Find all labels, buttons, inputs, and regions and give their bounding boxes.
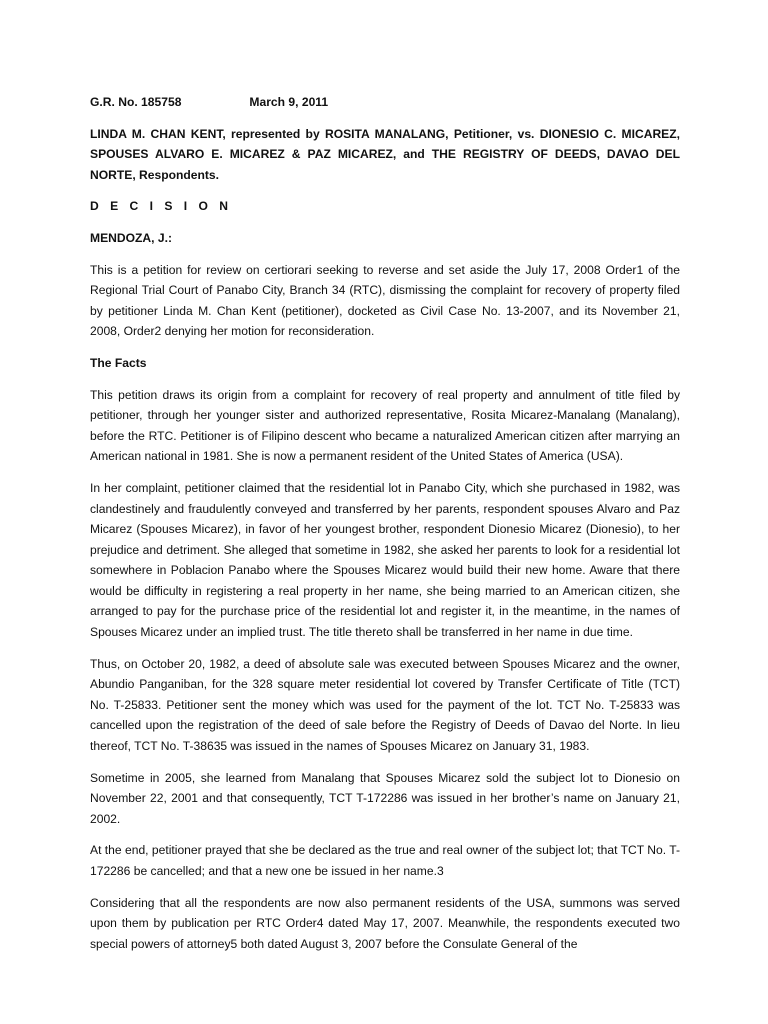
- document-body: [90, 92, 680, 965]
- paragraph-intro: This is a petition for review on certiorari seeking to reverse and set aside the July 17, 2008 Order1 of the Regional Trial Court of Panabo City, Branch 34 (RTC), dismissing the complaint for recovery of property filed by petitioner Linda M. Chan Kent (petitioner), docketed as Civil Case No. 13-2007, and its November 21, 2008, Order2 denying her motion for reconsideration.: [90, 262, 680, 339]
- paragraph-prayer: At the end, petitioner prayed that she be declared as the true and real owner of the subject lot; that TCT No. T-172286 be cancelled; and that a new one be issued in her name.3: [90, 843, 680, 878]
- paragraph-deed-of-sale: Thus, on October 20, 1982, a deed of absolute sale was executed between Spouses Micarez and the owner, Abundio Panganiban, for the 328 square meter residential lot covered by Transfer Certificate of Title (TCT) No. T-25833. Petitioner sent the money which was used for the payment of the lot. TCT No. T-25833 was cancelled upon the registration of the deed of sale before the Registry of Deeds of Davao del Norte. In lieu thereof, TCT No. T-38635 was issued in the names of Spouses Micarez on January 31, 1983.: [90, 656, 680, 754]
- ponente: MENDOZA, J.:: [90, 230, 172, 245]
- paragraph-origin: This petition draws its origin from a complaint for recovery of real property and annulment of title filed by petitioner, through her younger sister and authorized representative, Rosita Micarez-Manalang (Manalang), before the RTC. Petitioner is of Filipino descent who became a naturalized American citizen after marrying an American national in 1981. She is now a permanent resident of the United States of America (USA).: [90, 387, 680, 464]
- paragraph-sale-to-dionesio: Sometime in 2005, she learned from Manalang that Spouses Micarez sold the subject lot to Dionesio on November 22, 2001 and that consequently, TCT T-172286 was issued in her brother’s name on January 21, 2002.: [90, 770, 680, 826]
- paragraph-summons: Considering that all the respondents are now also permanent residents of the USA, summons was served upon them by publication per RTC Order4 dated May 17, 2007. Meanwhile, the respondents executed two special powers of attorney5 both dated August 3, 2007 before the Consulate General of the: [90, 895, 680, 951]
- decision-date: March 9, 2011: [249, 95, 329, 109]
- case-number: G.R. No. 185758: [90, 95, 182, 109]
- paragraph-complaint: In her complaint, petitioner claimed that the residential lot in Panabo City, which she purchased in 1982, was clandestinely and fraudulently conveyed and transferred by her parents, respondent spouses Alvaro and Paz Micarez (Spouses Micarez), in favor of her youngest brother, respondent Dionesio Micarez (Dionesio), to her prejudice and detriment. She alleged that sometime in 1982, she asked her parents to look for a residential lot somewhere in Poblacion Panabo where the Spouses Micarez would build their new home. Aware that there would be difficulty in registering a real property in her name, she being married to an American citizen, she arranged to pay for the purchase price of the residential lot and register it, in the meantime, in the names of Spouses Micarez under an implied trust. The title thereto shall be transferred in her name in due time.: [90, 480, 680, 640]
- facts-heading: The Facts: [90, 355, 147, 370]
- case-header: [90, 92, 680, 113]
- case-parties: LINDA M. CHAN KENT, represented by ROSITA MANALANG, Petitioner, vs. DIONESIO C. MICAREZ, SPOUSES ALVARO E. MICAREZ & PAZ MICAREZ, and THE REGISTRY OF DEEDS, DAVAO DEL NORTE, Respondents.: [90, 126, 680, 182]
- decision-heading: D E C I S I O N: [90, 199, 232, 214]
